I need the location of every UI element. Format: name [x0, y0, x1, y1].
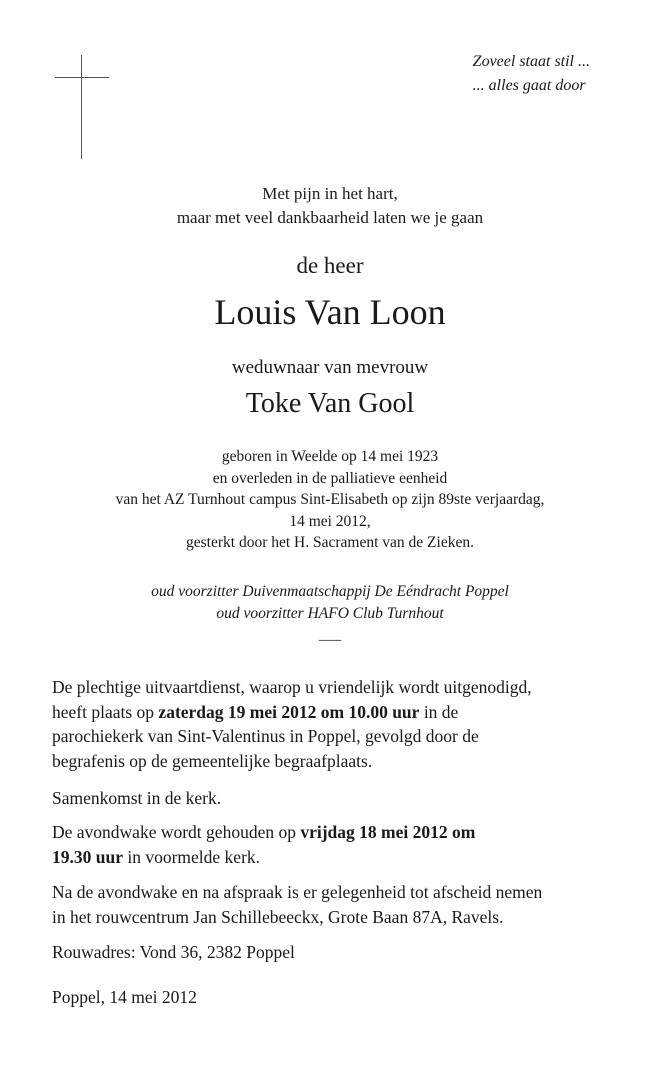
- vigil-date: vrijdag 18 mei 2012 om: [300, 822, 476, 842]
- gathering-paragraph: Samenkomst in de kerk.: [52, 788, 222, 808]
- funeral-line-2: [52, 700, 632, 725]
- intro-text: [0, 182, 660, 230]
- intro-line-2: maar met veel dankbaarheid laten we je gaan: [176, 208, 484, 227]
- vigil-line-2: [52, 845, 632, 870]
- vigil-time: 19.30 uur: [52, 846, 123, 867]
- birth-line-5: gesterkt door het H. Sacrament van de Zieken.: [186, 534, 474, 551]
- vigil-line-1: [52, 820, 632, 845]
- motto-line-2: ... alles gaat door: [472, 77, 586, 94]
- former-functions: [0, 581, 660, 624]
- cross-vertical: [81, 55, 82, 159]
- funeral-line-2-post: in de: [419, 701, 459, 722]
- spouse-name: Toke Van Gool: [245, 388, 415, 419]
- farewell-line-2: in het rouwcentrum Jan Schillebeeckx, Grote Baan 87A, Ravels.: [52, 906, 504, 927]
- funeral-line-4: begrafenis op de gemeentelijke begraafplaats.: [52, 750, 373, 771]
- deceased-name: Louis Van Loon: [214, 292, 446, 332]
- honorific: de heer: [296, 253, 364, 278]
- funeral-line-3: parochiekerk van Sint-Valentinus in Poppel, gevolgd door de: [52, 726, 479, 746]
- vigil-line-2-post: in voormelde kerk.: [122, 846, 261, 867]
- funeral-line-2-pre: heeft plaats op: [52, 701, 159, 722]
- function-line-2: oud voorzitter HAFO Club Turnhout: [216, 604, 444, 622]
- birth-line-4: 14 mei 2012,: [289, 512, 371, 530]
- vigil-paragraph: [52, 820, 632, 869]
- motto-line-1: Zoveel staat stil ...: [472, 53, 590, 70]
- widower-of-label: weduwnaar van mevrouw: [231, 357, 429, 378]
- motto: [473, 50, 590, 98]
- intro-line-1: Met pijn in het hart,: [262, 184, 398, 203]
- place-and-date: Poppel, 14 mei 2012: [52, 987, 197, 1007]
- funeral-date: zaterdag 19 mei 2012 om 10.00 uur: [158, 701, 420, 722]
- birth-line-3: van het AZ Turnhout campus Sint-Elisabeth op zijn 89ste verjaardag,: [115, 491, 545, 508]
- funeral-service-paragraph: [52, 675, 632, 773]
- farewell-line-1: Na de avondwake en na afspraak is er gelegenheid tot afscheid nemen: [52, 882, 543, 902]
- cross-horizontal: [55, 77, 109, 78]
- mourning-address: Rouwadres: Vond 36, 2382 Poppel: [52, 942, 295, 962]
- divider: ___: [318, 627, 342, 643]
- farewell-paragraph: [52, 880, 632, 929]
- function-line-1: oud voorzitter Duivenmaatschappij De Eéndracht Poppel: [151, 583, 509, 600]
- birth-line-1: geboren in Weelde op 14 mei 1923: [221, 448, 439, 465]
- birth-line-2: en overleden in de palliatieve eenheid: [212, 469, 448, 487]
- vigil-line-1-pre: De avondwake wordt gehouden op: [52, 822, 301, 842]
- funeral-line-1: De plechtige uitvaartdienst, waarop u vriendelijk wordt uitgenodigd,: [52, 677, 532, 697]
- birth-death-details: [0, 446, 660, 554]
